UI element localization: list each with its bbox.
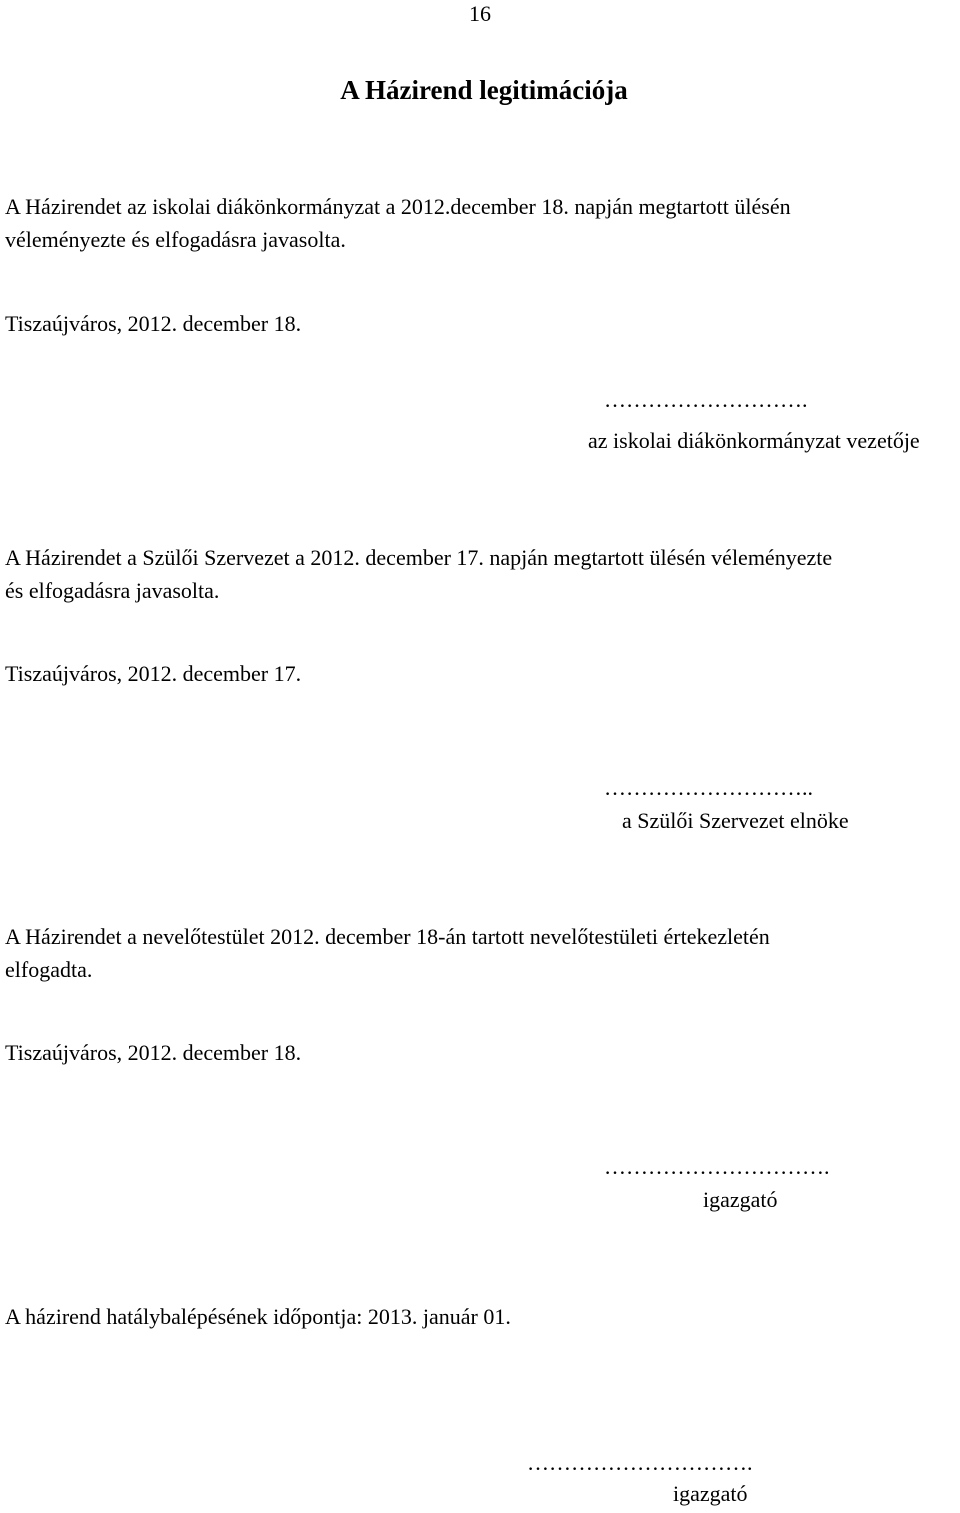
- staff-signature-role: igazgató: [703, 1187, 778, 1212]
- page-number: 16: [469, 1, 491, 26]
- staff-statement-line1: A Házirendet a nevelőtestület 2012. december 18-án tartott nevelőtestületi értekezletén: [5, 924, 770, 949]
- staff-place-date: Tiszaújváros, 2012. december 18.: [5, 1040, 302, 1065]
- parents-signature-role: a Szülői Szervezet elnöke: [622, 808, 849, 833]
- staff-statement-line2: elfogadta.: [5, 957, 93, 982]
- parents-signature-line: ………………………..: [604, 775, 813, 800]
- staff-signature-line: ………………………….: [604, 1154, 830, 1179]
- effective-date: A házirend hatálybalépésének időpontja: 2013. január 01.: [5, 1304, 511, 1329]
- student-gov-statement-line2: véleményezte és elfogadásra javasolta.: [5, 227, 346, 252]
- principal-signature-role: igazgató: [673, 1481, 748, 1506]
- student-gov-place-date: Tiszaújváros, 2012. december 18.: [5, 311, 302, 336]
- student-gov-signature-line: ……………………….: [604, 387, 808, 412]
- parents-place-date: Tiszaújváros, 2012. december 17.: [5, 661, 302, 686]
- student-gov-signature-role: az iskolai diákönkormányzat vezetője: [588, 428, 920, 453]
- parents-statement-line2: és elfogadásra javasolta.: [5, 578, 220, 603]
- principal-signature-line: ………………………….: [527, 1450, 753, 1475]
- page-title: A Házirend legitimációja: [340, 75, 628, 105]
- student-gov-statement-line1: A Házirendet az iskolai diákönkormányzat a 2012.december 18. napján megtartott ülésén: [5, 194, 791, 219]
- parents-statement-line1: A Házirendet a Szülői Szervezet a 2012. december 17. napján megtartott ülésén véleményezte: [5, 545, 833, 570]
